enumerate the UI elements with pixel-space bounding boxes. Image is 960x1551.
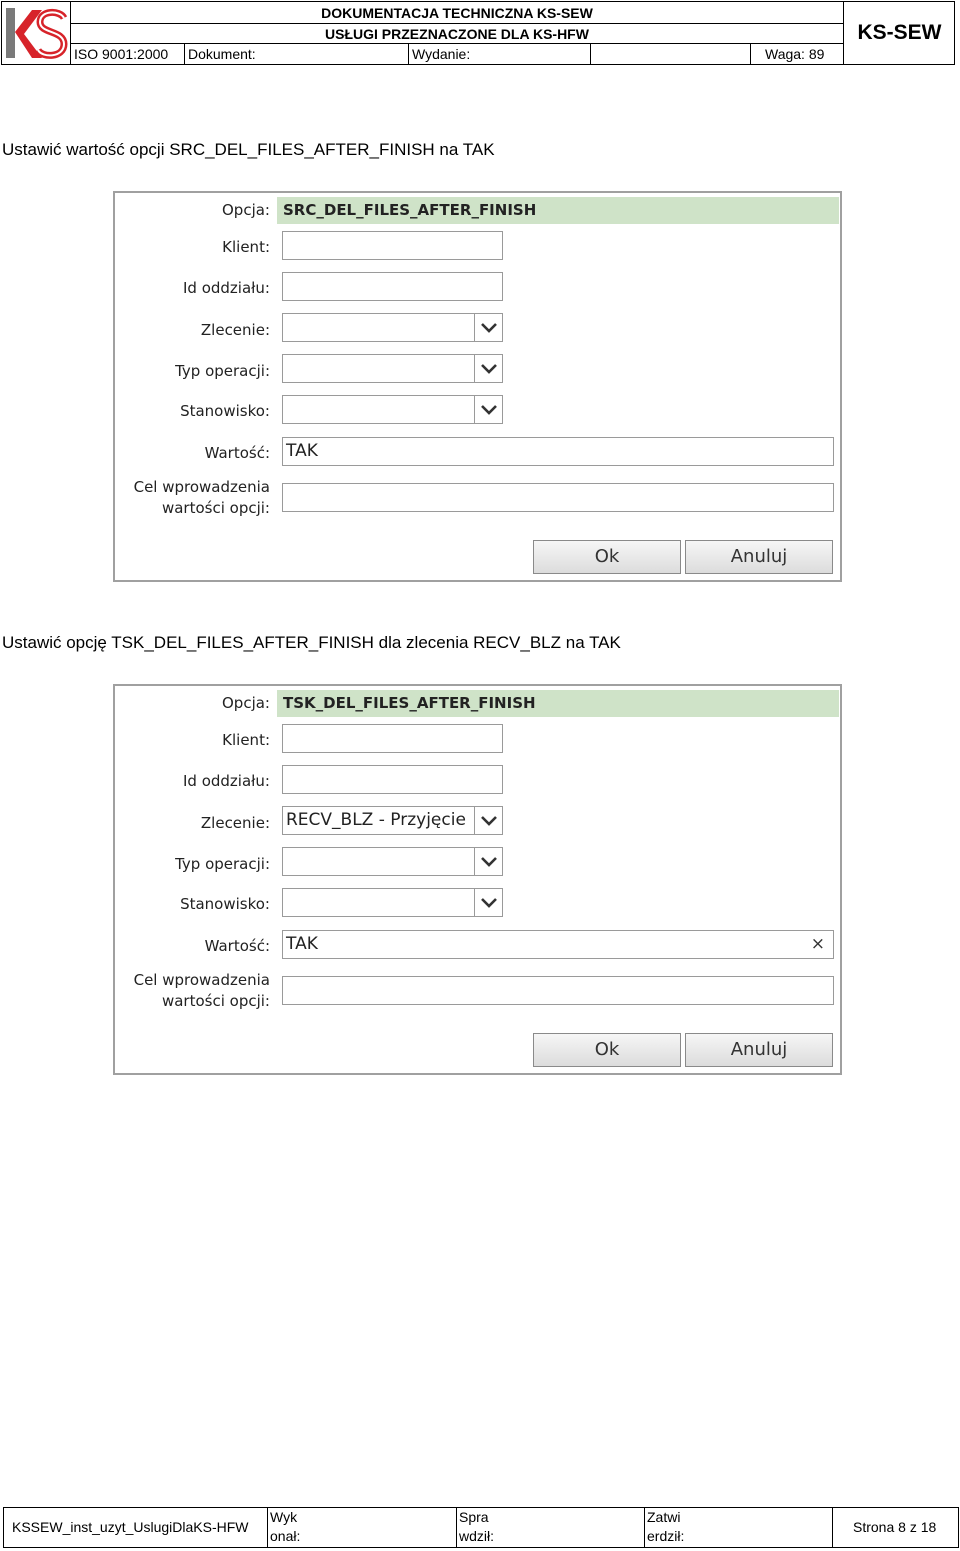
zlecenie-value: RECV_BLZ - Przyjęcie [286, 810, 466, 830]
cancel-button[interactable]: Anuluj [685, 1033, 833, 1067]
footer-zatwierdzil-line1: Zatwi [647, 1509, 681, 1525]
wartosc-input[interactable]: TAK [282, 437, 834, 466]
wartosc-input[interactable] [282, 930, 834, 959]
zlecenie-label: Zlecenie: [200, 814, 270, 832]
wydanie-cell: Wydanie: [409, 44, 591, 64]
option-name: TSK_DEL_FILES_AFTER_FINISH [277, 690, 839, 717]
empty-cell [591, 44, 751, 64]
chevron-down-icon[interactable] [474, 889, 502, 916]
typ-select[interactable] [282, 847, 503, 876]
document-footer [3, 1507, 959, 1548]
zlecenie-select[interactable] [282, 313, 503, 342]
wartosc-value: TAK [286, 934, 318, 954]
caption-second: Ustawić opcję TSK_DEL_FILES_AFTER_FINISH dla zlecenia RECV_BLZ na TAK [2, 633, 621, 652]
caption-first: Ustawić wartość opcji SRC_DEL_FILES_AFTER_FINISH na TAK [2, 140, 495, 159]
doc-subtitle: USŁUGI PRZEZNACZONE DLA KS-HFW [71, 24, 843, 44]
option-dialog-1 [113, 191, 842, 582]
cel-label [134, 477, 270, 519]
oddzial-input[interactable] [282, 765, 503, 794]
klient-input[interactable] [282, 724, 503, 753]
clear-icon[interactable]: × [810, 934, 825, 954]
option-dialog-2 [113, 684, 842, 1075]
footer-zatwierdzil-line2: erdził: [647, 1528, 685, 1544]
klient-label: Klient: [222, 731, 270, 749]
cel-label [134, 970, 270, 1012]
ks-logo-icon [2, 2, 70, 64]
chevron-down-icon[interactable] [474, 807, 502, 834]
footer-wykonal-line2: onał: [270, 1528, 301, 1544]
wartosc-label: Wartość: [204, 937, 270, 955]
stanowisko-label: Stanowisko: [180, 402, 270, 420]
footer-filename: KSSEW_inst_uzyt_UslugiDlaKS-HFW [4, 1508, 268, 1547]
chevron-down-icon[interactable] [474, 355, 502, 382]
cel-label-line2: wartości opcji: [161, 992, 270, 1010]
iso-cell: ISO 9001:2000 [71, 44, 185, 64]
footer-sprawdzil-line1: Spra [459, 1509, 489, 1525]
footer-zatwierdzil [645, 1508, 833, 1547]
zlecenie-select[interactable] [282, 806, 503, 835]
footer-wykonal-line1: Wyk [270, 1509, 298, 1525]
footer-sprawdzil-line2: wdził: [459, 1528, 495, 1544]
klient-input[interactable] [282, 231, 503, 260]
stanowisko-select[interactable] [282, 395, 503, 424]
cel-input[interactable] [282, 976, 834, 1005]
typ-select[interactable] [282, 354, 503, 383]
cancel-button[interactable]: Anuluj [685, 540, 833, 574]
typ-label: Typ operacji: [175, 362, 270, 380]
waga-cell: Waga: 89 [765, 46, 825, 62]
product-name: KS-SEW [843, 2, 955, 64]
ok-button[interactable]: Ok [533, 1033, 681, 1067]
klient-label: Klient: [222, 238, 270, 256]
cel-input[interactable] [282, 483, 834, 512]
chevron-down-icon[interactable] [474, 848, 502, 875]
zlecenie-label: Zlecenie: [200, 321, 270, 339]
option-name: SRC_DEL_FILES_AFTER_FINISH [277, 197, 839, 224]
doc-title: DOKUMENTACJA TECHNICZNA KS-SEW [71, 2, 843, 24]
typ-label: Typ operacji: [175, 855, 270, 873]
ok-button[interactable]: Ok [533, 540, 681, 574]
footer-wykonal [268, 1508, 457, 1547]
doc-meta-row [71, 44, 843, 64]
cel-label-line2: wartości opcji: [161, 499, 270, 517]
oddzial-label: Id oddziału: [183, 772, 270, 790]
chevron-down-icon[interactable] [474, 396, 502, 423]
dokument-cell: Dokument: [185, 44, 409, 64]
footer-page-number: Strona 8 z 18 [853, 1519, 937, 1535]
oddzial-input[interactable] [282, 272, 503, 301]
opcja-label: Opcja: [222, 201, 270, 219]
footer-sprawdzil [457, 1508, 645, 1547]
document-header [1, 1, 955, 65]
cel-label-line1: Cel wprowadzenia [133, 971, 270, 989]
stanowisko-label: Stanowisko: [180, 895, 270, 913]
stanowisko-select[interactable] [282, 888, 503, 917]
cel-label-line1: Cel wprowadzenia [133, 478, 270, 496]
oddzial-label: Id oddziału: [183, 279, 270, 297]
company-logo [2, 2, 71, 64]
wartosc-label: Wartość: [204, 444, 270, 462]
chevron-down-icon[interactable] [474, 314, 502, 341]
opcja-label: Opcja: [222, 694, 270, 712]
